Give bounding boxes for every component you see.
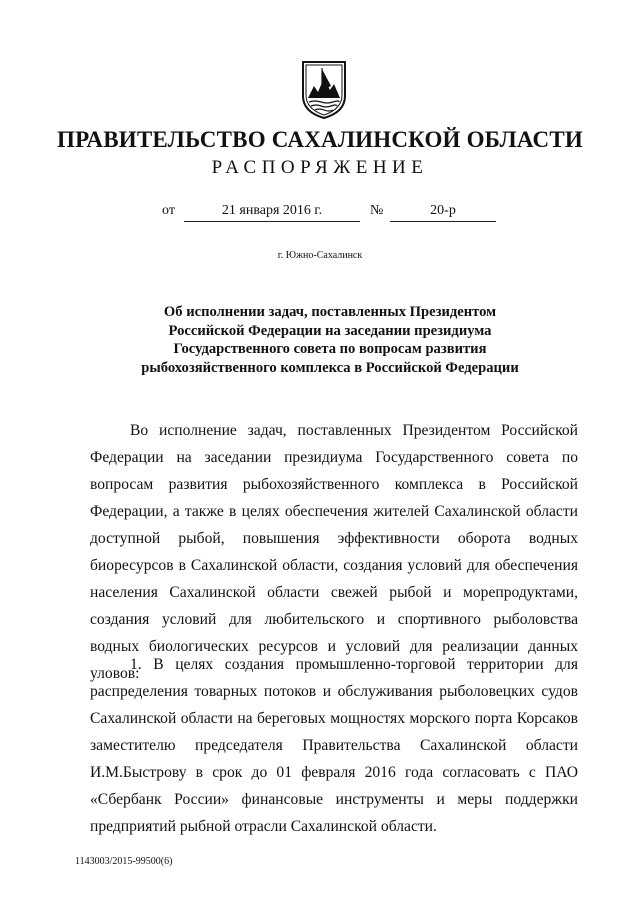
document-subject: Об исполнении задач, поставленных Президентом Российской Федерации на заседании президиума Государственного совета по вопросам развития рыбохозяйственного комплекса в Российской Федерации (141, 304, 519, 376)
body-paragraph-1: Во исполнение задач, поставленных Президентом Российской Федерации на заседании президиума Государственного совета по вопросам развития рыбохозяйственного комплекса в Российской Федерации, а также в целях обеспечения жителей Сахалинской области доступной рыбой, повышения эффективности оборота водных биоресурсов в Сахалинской области, создания условий для обеспечения населения Сахалинской области свежей рыбой и морепродуктами, создания условий для любительского и спортивного рыболовства водных биологических ресурсов и условий для реализации данных уловов: (90, 422, 578, 682)
footer-doc-number: 1143003/2015-99500(6) (75, 856, 173, 867)
coat-of-arms-icon (300, 60, 348, 120)
city-name: г. Южно-Сахалинск (277, 250, 363, 261)
document-number: 20-р (390, 203, 496, 222)
document-date: 21 января 2016 г. (184, 203, 360, 222)
number-prefix: № (370, 203, 384, 218)
date-prefix: от (162, 203, 175, 218)
government-title: ПРАВИТЕЛЬСТВО САХАЛИНСКОЙ ОБЛАСТИ (57, 127, 583, 152)
body-paragraph-2: 1. В целях создания промышленно-торговой территории для распределения товарных потоков и обслуживания рыболовецких судов Сахалинской области на береговых мощностях морского порта Корсаков заместителю председателя Правительства Сахалинской области И.М.Быстрову в срок до 01 февраля 2016 года согласовать с ПАО «Сбербанк России» финансовые инструменты и меры поддержки предприятий рыбной отрасли Сахалинской области. (90, 656, 578, 835)
document-type: РАСПОРЯЖЕНИЕ (211, 157, 429, 178)
reference-line (0, 203, 640, 223)
